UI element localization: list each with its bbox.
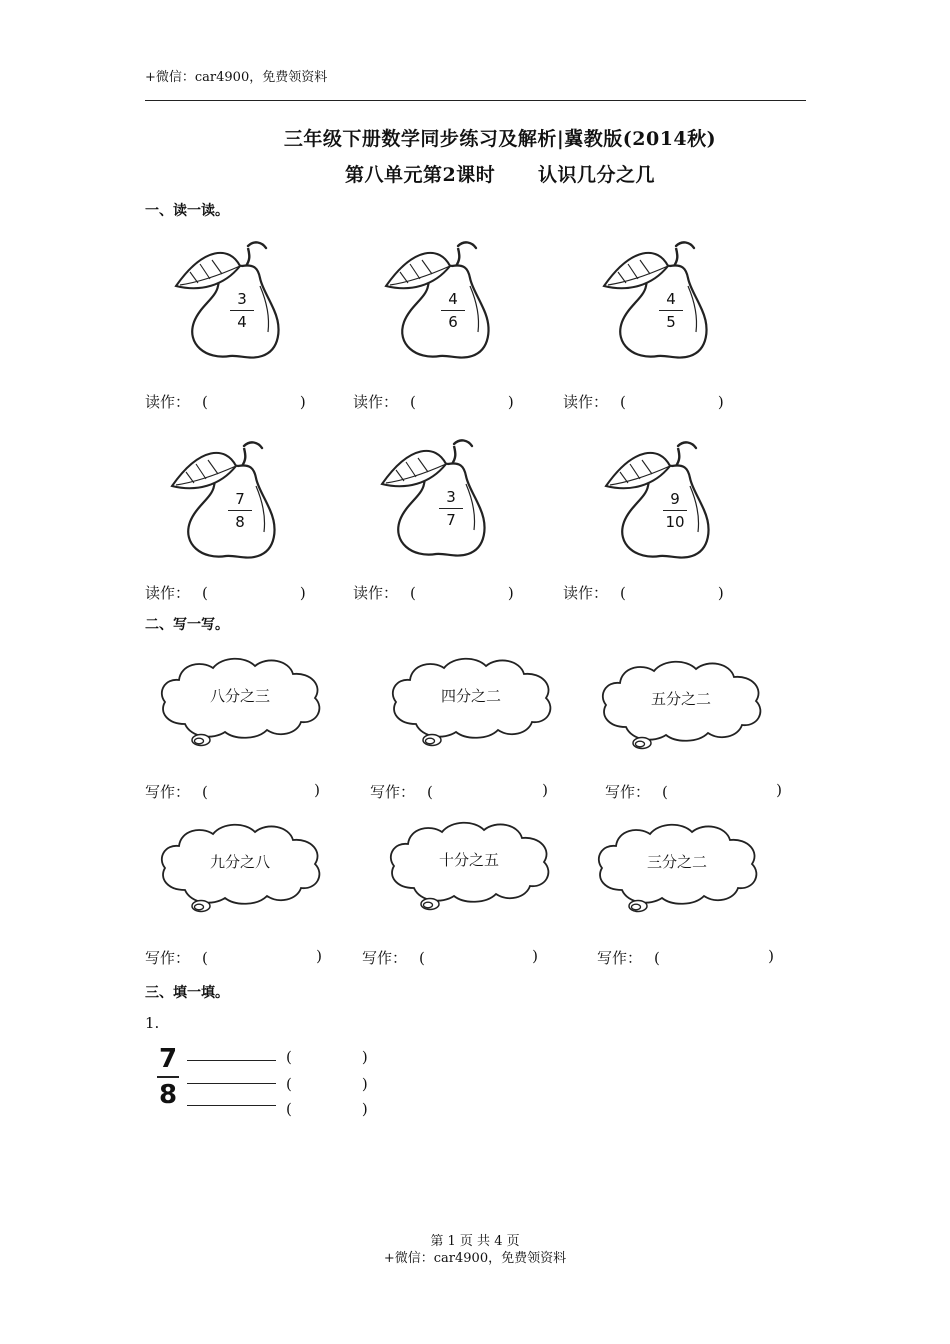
cloud-text: 九分之八 [209,853,270,871]
read-label: 读作： [353,584,399,602]
pear-fraction [659,290,683,331]
read-label: 读作： [353,393,399,411]
cloud-text: 四分之二 [440,687,501,705]
write-answer-field[interactable]: 写作： ( ) [145,781,320,801]
thought-cloud [155,652,325,752]
section-heading-fill: 三、填一填。 [145,985,229,1001]
fill-fraction-bar [157,1076,179,1078]
cloud-text: 三分之二 [646,853,707,871]
pear-fraction [439,488,463,529]
thought-cloud [386,652,556,752]
write-answer-field[interactable]: 写作： ( ) [605,781,782,801]
pear-fraction [441,290,465,331]
fraction-numerator: 9 [670,490,680,508]
fraction-denominator: 5 [666,313,676,331]
write-answer-field[interactable]: 写作： ( ) [597,947,774,967]
fraction-numerator: 4 [448,290,458,308]
fraction-bar [441,310,465,311]
page-title: 三年级下册数学同步练习及解析|冀教版(2014秋) [283,128,717,150]
fraction-numerator: 7 [235,490,245,508]
write-answer-field[interactable]: 写作： ( ) [362,947,538,967]
thought-cloud [384,816,554,916]
cloud-text: 八分之三 [209,687,270,705]
fill-fraction-numerator: 7 [158,1044,178,1074]
write-label: 写作： [145,783,191,801]
section-heading-read: 一、读一读。 [145,203,229,219]
pear-fraction [663,490,687,531]
write-label: 写作： [362,949,408,967]
answer-paren-bar[interactable]: ( ) [286,1075,368,1093]
section-heading-write: 二、写一写。 [145,617,229,633]
fraction-numerator: 3 [446,488,456,506]
read-label: 读作： [145,393,191,411]
footer-note: +微信：car4900，免费领资料 [383,1251,567,1266]
cloud-text: 十分之五 [438,851,499,869]
fraction-denominator: 6 [448,313,458,331]
fraction-bar [663,510,687,511]
read-answer-field[interactable]: 读作： ( ) [353,584,514,602]
fraction-denominator: 8 [235,513,245,531]
read-answer-field[interactable]: 读作： ( ) [145,584,306,602]
answer-paren-numerator[interactable]: ( ) [286,1048,368,1066]
pointer-line-denominator [187,1105,276,1106]
header-note: +微信：car4900，免费领资料 [145,70,328,85]
fraction-numerator: 3 [237,290,247,308]
write-label: 写作： [370,783,416,801]
header-divider [145,100,806,101]
fill-fraction [157,1044,179,1110]
read-answer-field[interactable]: 读作： ( ) [145,393,306,411]
pear-fraction [228,490,252,531]
pointer-line-numerator [187,1060,276,1061]
answer-paren-denominator[interactable]: ( ) [286,1100,368,1118]
thought-cloud [596,655,766,755]
read-label: 读作： [563,584,609,602]
read-answer-field[interactable]: 读作： ( ) [563,584,724,602]
fraction-bar [228,510,252,511]
read-label: 读作： [145,584,191,602]
write-label: 写作： [605,783,651,801]
fraction-denominator: 4 [237,313,247,331]
thought-cloud [155,818,325,918]
fraction-bar [439,508,463,509]
item-number: 1. [145,1014,160,1032]
read-answer-field[interactable]: 读作： ( ) [563,393,724,411]
write-label: 写作： [145,949,191,967]
fraction-numerator: 4 [666,290,676,308]
read-answer-field[interactable]: 读作： ( ) [353,393,514,411]
write-answer-field[interactable]: 写作： ( ) [145,947,322,967]
pointer-line-bar [187,1083,276,1084]
fraction-denominator: 7 [446,511,456,529]
thought-cloud [592,818,762,918]
fraction-bar [659,310,683,311]
fill-fraction-denominator: 8 [158,1080,178,1110]
page-subtitle: 第八单元第2课时 认识几分之几 [345,164,655,186]
cloud-text: 五分之二 [650,690,711,708]
write-label: 写作： [597,949,643,967]
footer-page-number: 第 1 页 共 4 页 [430,1234,520,1249]
fraction-denominator: 10 [665,513,685,531]
read-label: 读作： [563,393,609,411]
fraction-bar [230,310,254,311]
pear-fraction [230,290,254,331]
write-answer-field[interactable]: 写作： ( ) [370,781,548,801]
